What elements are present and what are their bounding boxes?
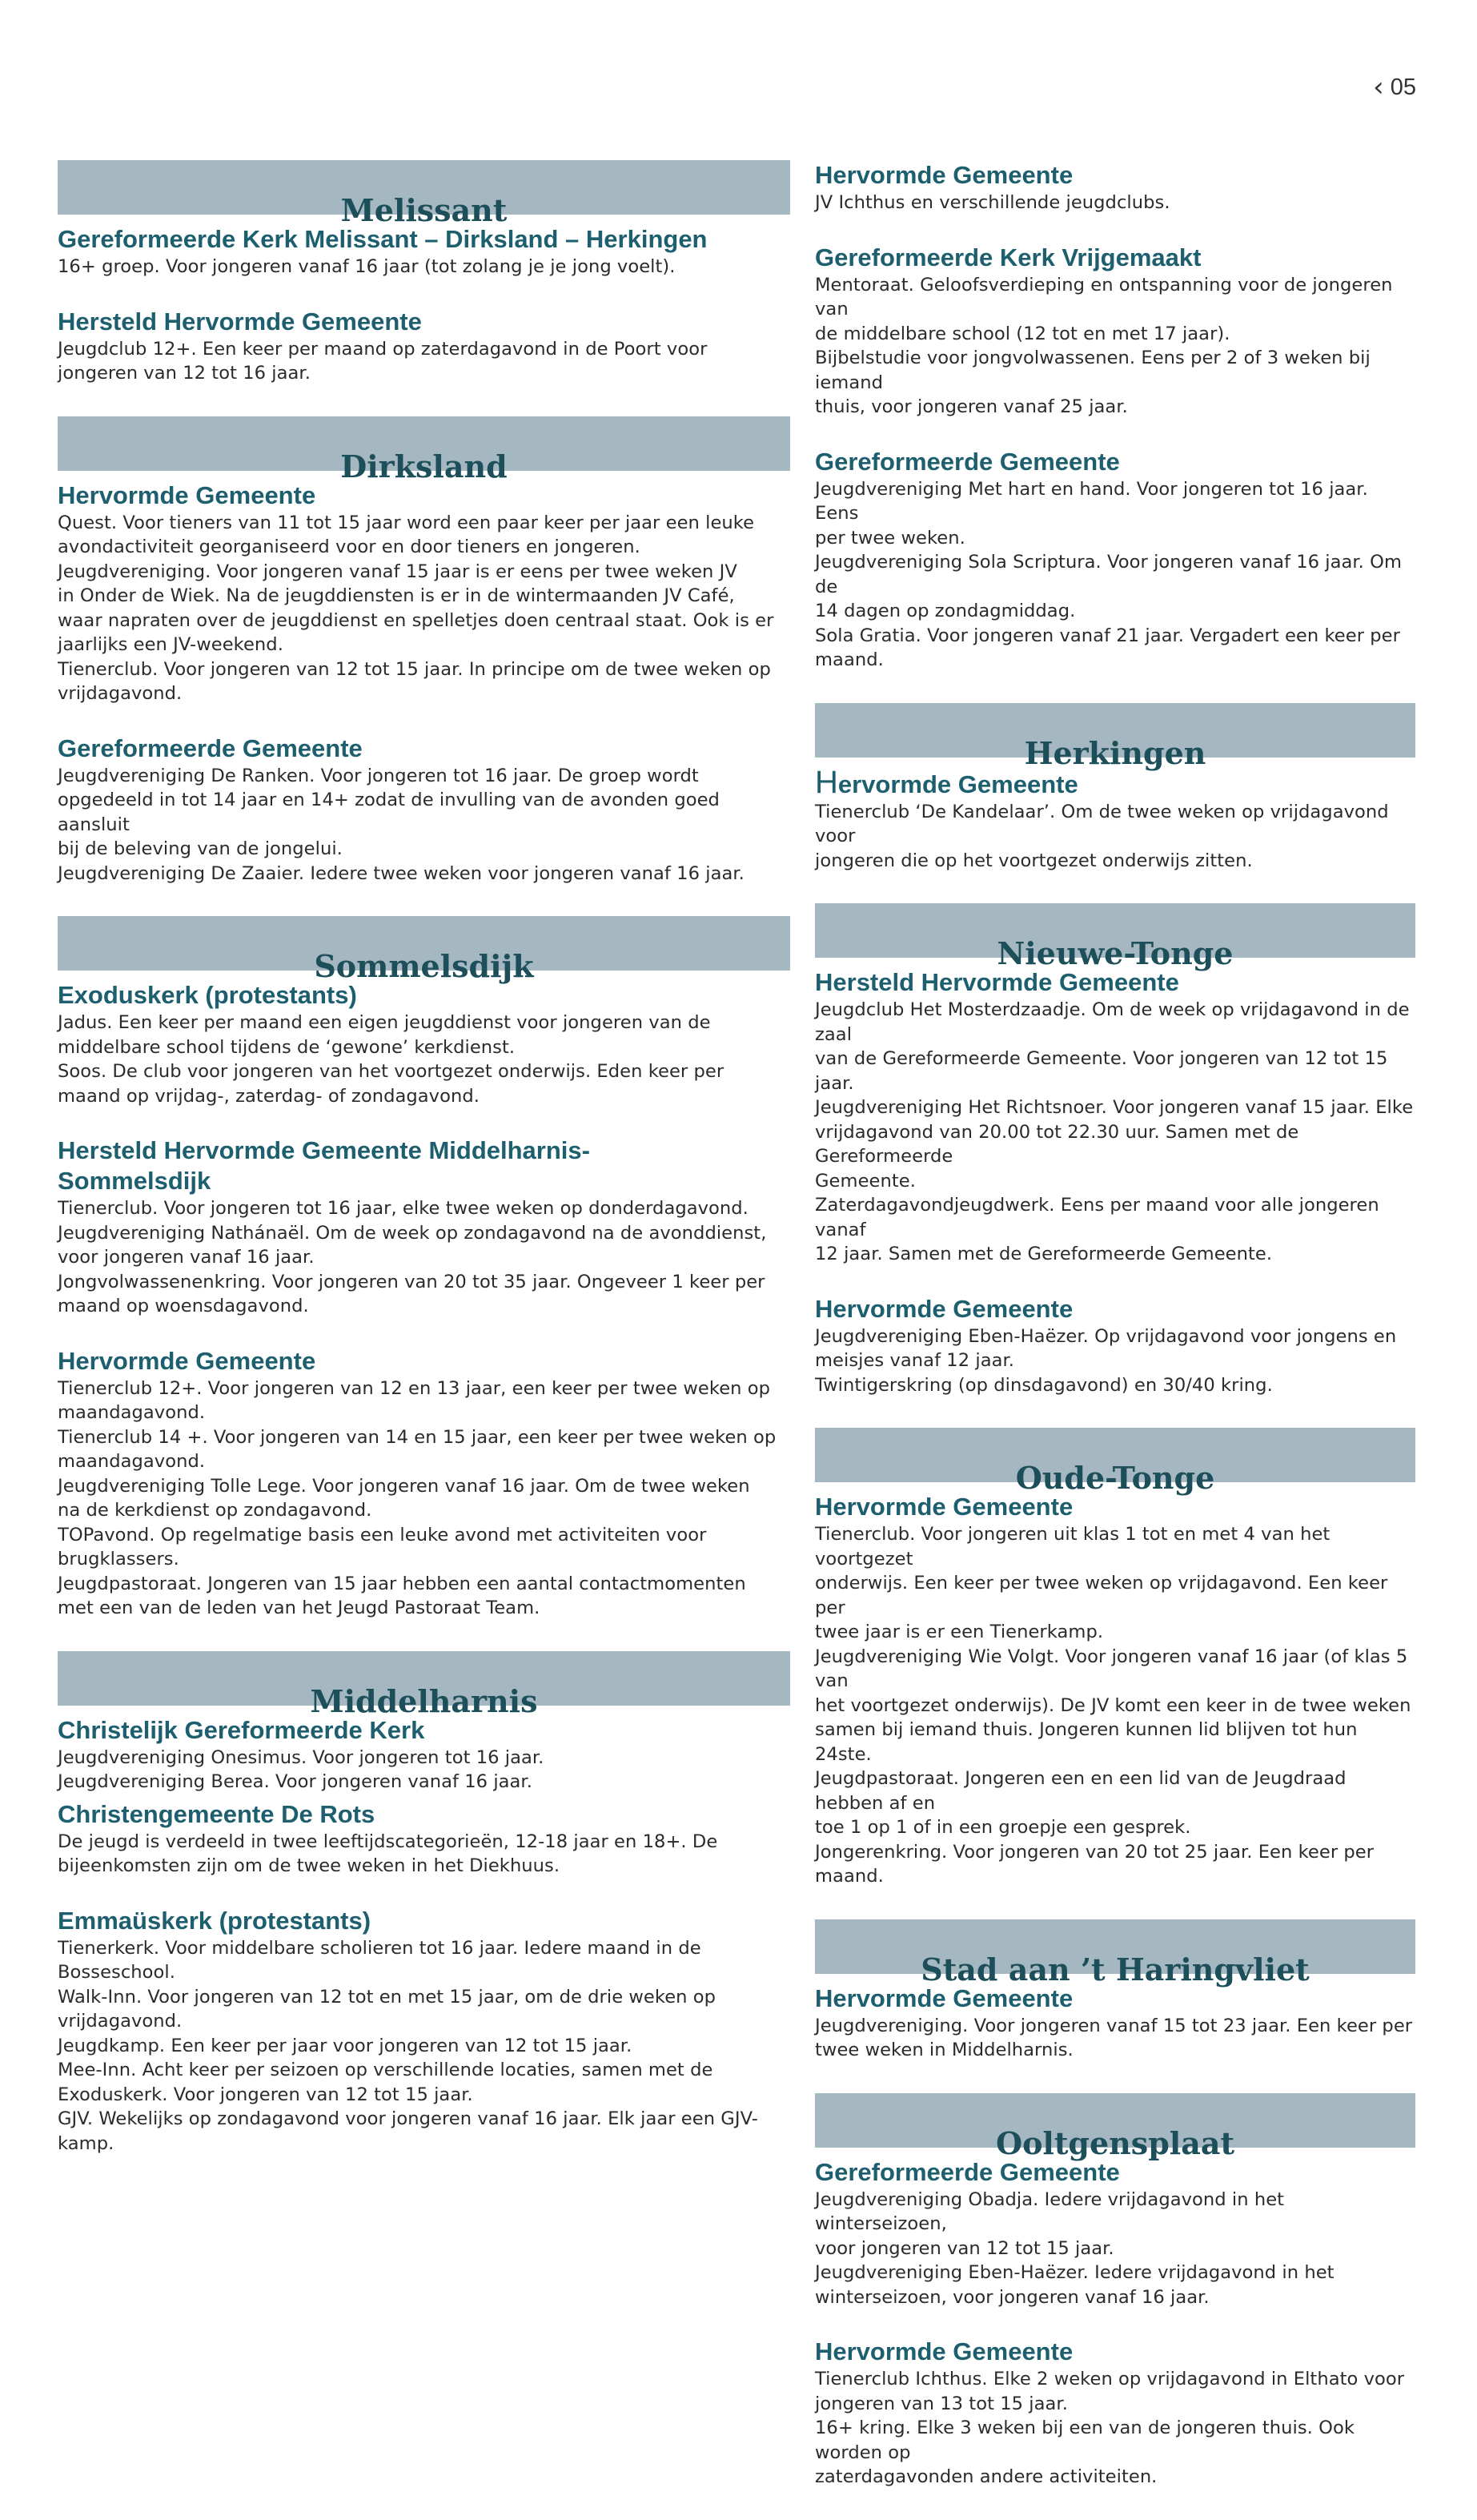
body-line: vrijdagavond van 20.00 tot 22.30 uur. Samen met de Gereformeerde bbox=[815, 1121, 1299, 1167]
group-heading-text-line2: Sommelsdijk bbox=[58, 1167, 211, 1195]
body-line: na de kerkdienst op zondagavond. bbox=[58, 1500, 372, 1521]
group-heading bbox=[815, 764, 1415, 800]
body-line: Jeugdkamp. Een keer per jaar voor jongeren van 12 tot 15 jaar. bbox=[58, 2035, 632, 2056]
body-line: Jeugdvereniging Wie Volgt. Voor jongeren vanaf 16 jaar (of klas 5 van bbox=[815, 1646, 1408, 1691]
group-heading bbox=[815, 1492, 1415, 1522]
group-block bbox=[58, 1346, 790, 1621]
body-line: Zaterdagavondjeugdwerk. Eens per maand voor alle jongeren vanaf bbox=[815, 1195, 1379, 1240]
body-line: bijeenkomsten zijn om de twee weken in het Diekhuus. bbox=[58, 1855, 560, 1876]
group-heading bbox=[58, 1346, 790, 1377]
section-dirksland bbox=[58, 416, 790, 886]
body-line: Jeugdvereniging Berea. Voor jongeren vanaf 16 jaar. bbox=[58, 1771, 532, 1792]
body-line: Jongvolwassenenkring. Voor jongeren van 20 tot 35 jaar. Ongeveer 1 keer per bbox=[58, 1271, 765, 1292]
group-heading-text: Gereformeerde Kerk Vrijgemaakt bbox=[815, 243, 1202, 271]
section-title-bar bbox=[815, 903, 1415, 971]
body-line: Jeugdvereniging Onesimus. Voor jongeren tot 16 jaar. bbox=[58, 1746, 544, 1768]
body-line: Jeugdvereniging Sola Scriptura. Voor jongeren vanaf 16 jaar. Om de bbox=[815, 552, 1403, 597]
group-heading bbox=[815, 243, 1415, 273]
group-heading-text: Hervormde Gemeente bbox=[58, 1346, 316, 1375]
group-block bbox=[58, 307, 790, 386]
group-heading bbox=[815, 2157, 1415, 2188]
group-block bbox=[58, 1715, 790, 1795]
body-line: Tienerclub. Voor jongeren van 12 tot 15 jaar. In principe om de twee weken op bbox=[58, 658, 771, 680]
section-oude-tonge bbox=[815, 1428, 1415, 1889]
body-line: 16+ groep. Voor jongeren vanaf 16 jaar (tot zolang je je jong voelt). bbox=[58, 256, 676, 277]
section-title-bar bbox=[58, 416, 790, 484]
body-line: Jeugdvereniging Nathánaël. Om de week op zondagavond na de avonddienst, bbox=[58, 1222, 767, 1244]
group-heading bbox=[815, 2337, 1415, 2367]
body-line: Quest. Voor tieners van 11 tot 15 jaar word een paar keer per jaar een leuke bbox=[58, 512, 755, 533]
chevron-left-icon: ‹ bbox=[1373, 71, 1384, 103]
group-heading-text: Gereformeerde Gemeente bbox=[815, 2157, 1120, 2186]
body-line: thuis, voor jongeren vanaf 25 jaar. bbox=[815, 396, 1128, 417]
section-title-bar bbox=[815, 2093, 1415, 2161]
group-heading bbox=[58, 480, 790, 511]
body-line: middelbare school tijdens de ‘gewone’ kerkdienst. bbox=[58, 1036, 516, 1058]
body-line: samen bij iemand thuis. Jongeren kunnen lid blijven tot hun 24ste. bbox=[815, 1719, 1358, 1765]
group-heading bbox=[58, 1715, 790, 1746]
group-heading bbox=[815, 1294, 1415, 1324]
body-line: Jongerenkring. Voor jongeren van 20 tot 25 jaar. Een keer per maand. bbox=[815, 1841, 1375, 1887]
group-heading bbox=[58, 1906, 790, 1936]
group-heading bbox=[815, 1983, 1415, 2014]
group-block bbox=[815, 1294, 1415, 1398]
group-heading bbox=[58, 733, 790, 764]
body-line: Bosseschool. bbox=[58, 1962, 175, 1983]
body-line: Jeugdvereniging Eben-Haëzer. Op vrijdagavond voor jongens en bbox=[815, 1325, 1397, 1347]
body-line: Jeugdvereniging Met hart en hand. Voor jongeren tot 16 jaar. Eens bbox=[815, 478, 1368, 524]
section-title: Middelharnis bbox=[310, 1682, 538, 1719]
body-line: voor jongeren vanaf 16 jaar. bbox=[58, 1247, 315, 1268]
body-line: twee weken in Middelharnis. bbox=[815, 2040, 1074, 2060]
body-line: Mee-Inn. Acht keer per seizoen op verschillende locaties, samen met de bbox=[58, 2060, 713, 2080]
body-line: opgedeeld in tot 14 jaar en 14+ zodat de invulling van de avonden goed aansluit bbox=[58, 790, 720, 835]
body-line: Walk-Inn. Voor jongeren van 12 tot en met 15 jaar, om de drie weken op bbox=[58, 1986, 716, 2008]
group-block bbox=[58, 1799, 790, 1879]
section-continued bbox=[815, 160, 1415, 673]
group-heading-text: Exoduskerk (protestants) bbox=[58, 981, 357, 1009]
body-line: Mentoraat. Geloofsverdieping en ontspanning voor de jongeren van bbox=[815, 274, 1393, 320]
group-heading bbox=[58, 1135, 790, 1196]
body-line: Jeugdvereniging Tolle Lege. Voor jongeren vanaf 16 jaar. Om de twee weken bbox=[58, 1475, 750, 1497]
section-title: Dirksland bbox=[340, 448, 508, 484]
body-line: Jeugdvereniging Obadja. Iedere vrijdagavond in het winterseizoen, bbox=[815, 2188, 1285, 2234]
body-line: per twee weken. bbox=[815, 527, 965, 549]
group-block bbox=[58, 480, 790, 706]
body-line: maandagavond. bbox=[58, 1451, 206, 1472]
group-heading-text: Emmaüskerk (protestants) bbox=[58, 1906, 371, 1935]
body-line: jongeren van 12 tot 16 jaar. bbox=[58, 363, 311, 384]
body-line: Tienerkerk. Voor middelbare scholieren tot 16 jaar. Iedere maand in de bbox=[58, 1937, 701, 1959]
right-column bbox=[815, 160, 1415, 2520]
body-line: zaterdagavonden andere activiteiten. bbox=[815, 2466, 1158, 2487]
body-line: van de Gereformeerde Gemeente. Voor jongeren van 12 tot 15 jaar. bbox=[815, 1048, 1388, 1094]
body-line: Jeugdpastoraat. Jongeren een en een lid van de Jeugdraad hebben af en bbox=[815, 1768, 1347, 1814]
group-block bbox=[815, 1983, 1415, 2063]
body-line: waar napraten over de jeugddienst en spelletjes doen centraal staat. Ook is er bbox=[58, 609, 774, 631]
group-heading-text: Christengemeente De Rots bbox=[58, 1799, 375, 1828]
group-heading-text: Hervormde Gemeente bbox=[815, 161, 1074, 189]
group-block bbox=[58, 733, 790, 886]
section-ooltgensplaat bbox=[815, 2093, 1415, 2490]
group-heading bbox=[58, 980, 790, 1011]
group-heading-text: ervormde Gemeente bbox=[837, 770, 1078, 798]
body-line: Tienerclub ‘De Kandelaar’. Om de twee weken op vrijdagavond voor bbox=[815, 801, 1389, 846]
section-title: Herkingen bbox=[1024, 734, 1206, 771]
group-block bbox=[815, 243, 1415, 420]
page-number-label: 05 bbox=[1390, 74, 1416, 100]
body-line: maand. bbox=[815, 649, 884, 670]
group-block bbox=[58, 1906, 790, 2156]
body-line: Jeugdclub 12+. Een keer per maand op zaterdagavond in de Poort voor bbox=[58, 338, 708, 360]
section-title-bar bbox=[58, 916, 790, 984]
body-line: JV Ichthus en verschillende jeugdclubs. bbox=[815, 192, 1170, 213]
section-middelharnis bbox=[58, 1651, 790, 2156]
body-line: onderwijs. Een keer per twee weken op vrijdagavond. Een keer per bbox=[815, 1573, 1388, 1618]
body-line: Twintigerskring (op dinsdagavond) en 30/40 kring. bbox=[815, 1374, 1273, 1396]
body-line: Tienerclub Ichthus. Elke 2 weken op vrijdagavond in Elthato voor bbox=[815, 2369, 1405, 2389]
body-line: jongeren die op het voortgezet onderwijs zitten. bbox=[815, 850, 1253, 871]
section-title: Sommelsdijk bbox=[314, 948, 534, 984]
group-block bbox=[815, 2337, 1415, 2490]
body-line: toe 1 op 1 of in een groepje een gesprek. bbox=[815, 1817, 1191, 1838]
body-line: Jeugdvereniging Eben-Haëzer. Iedere vrijdagavond in het bbox=[815, 2262, 1335, 2283]
body-line: 12 jaar. Samen met de Gereformeerde Gemeente. bbox=[815, 1244, 1273, 1264]
body-line: voor jongeren van 12 tot 15 jaar. bbox=[815, 2237, 1114, 2259]
section-title-bar bbox=[58, 1651, 790, 1719]
section-title: Oude-Tonge bbox=[1015, 1460, 1215, 1496]
body-line: Jeugdvereniging De Ranken. Voor jongeren tot 16 jaar. De groep wordt bbox=[58, 765, 699, 786]
group-heading bbox=[815, 160, 1415, 191]
body-line: meisjes vanaf 12 jaar. bbox=[815, 1350, 1015, 1371]
body-line: in Onder de Wiek. Na de jeugddiensten is er in de wintermaanden JV Café, bbox=[58, 585, 735, 606]
group-block bbox=[58, 1135, 790, 1319]
body-line: brugklassers. bbox=[58, 1549, 179, 1569]
body-line: Jeugdvereniging Het Richtsnoer. Voor jongeren vanaf 15 jaar. Elke bbox=[815, 1097, 1414, 1118]
group-block bbox=[815, 2157, 1415, 2310]
body-line: Jeugdpastoraat. Jongeren van 15 jaar hebben een aantal contactmomenten bbox=[58, 1573, 746, 1594]
body-line: Bijbelstudie voor jongvolwassenen. Eens per 2 of 3 weken bij iemand bbox=[815, 348, 1371, 393]
body-line: Tienerclub. Voor jongeren uit klas 1 tot en met 4 van het voortgezet bbox=[815, 1524, 1331, 1569]
group-block bbox=[815, 160, 1415, 215]
group-heading bbox=[58, 307, 790, 337]
group-block bbox=[815, 447, 1415, 673]
body-line: Exoduskerk. Voor jongeren van 12 tot 15 jaar. bbox=[58, 2084, 473, 2105]
group-block bbox=[815, 1492, 1415, 1889]
group-block bbox=[58, 224, 790, 279]
body-line: 16+ kring. Elke 3 weken bij een van de jongeren thuis. Ook worden op bbox=[815, 2418, 1355, 2463]
group-heading bbox=[815, 967, 1415, 998]
body-line: Jeugdvereniging De Zaaier. Iedere twee weken voor jongeren vanaf 16 jaar. bbox=[58, 862, 745, 884]
group-heading-text: Hersteld Hervormde Gemeente bbox=[58, 307, 422, 336]
body-line: Jeugdclub Het Mosterdzaadje. Om de week op vrijdagavond in de zaal bbox=[815, 999, 1410, 1045]
body-line: Tienerclub 12+. Voor jongeren van 12 en 13 jaar, een keer per twee weken op bbox=[58, 1377, 771, 1399]
group-heading-text: Christelijk Gereformeerde Kerk bbox=[58, 1715, 425, 1744]
body-line: Tienerclub 14 +. Voor jongeren van 14 en 15 jaar, een keer per twee weken op bbox=[58, 1426, 777, 1448]
body-line: winterseizoen, voor jongeren vanaf 16 jaar. bbox=[815, 2286, 1210, 2308]
group-block bbox=[815, 764, 1415, 874]
section-nieuwe-tonge bbox=[815, 903, 1415, 1397]
section-melissant bbox=[58, 160, 790, 386]
group-heading-text: Hersteld Hervormde Gemeente Middelharnis- bbox=[58, 1136, 590, 1164]
left-column bbox=[58, 160, 790, 2186]
body-line: Soos. De club voor jongeren van het voortgezet onderwijs. Eden keer per bbox=[58, 1061, 724, 1082]
section-stad-aan-t-haringvliet bbox=[815, 1919, 1415, 2063]
body-line: het voortgezet onderwijs). De JV komt een keer in de twee weken bbox=[815, 1694, 1411, 1716]
body-line: maand op vrijdag-, zaterdag- of zondagavond. bbox=[58, 1085, 480, 1107]
body-line: met een van de leden van het Jeugd Pastoraat Team. bbox=[58, 1598, 540, 1618]
body-line: maand op woensdagavond. bbox=[58, 1296, 309, 1316]
page-number bbox=[1373, 71, 1416, 103]
section-title: Nieuwe-Tonge bbox=[997, 935, 1234, 971]
body-line: Jeugdvereniging. Voor jongeren vanaf 15 tot 23 jaar. Een keer per bbox=[815, 2015, 1413, 2036]
group-heading-text: Hervormde Gemeente bbox=[815, 1983, 1074, 2012]
group-heading-text: Hervormde Gemeente bbox=[815, 2337, 1074, 2365]
body-line: jaarlijks een JV-weekend. bbox=[58, 634, 283, 655]
section-sommelsdijk bbox=[58, 916, 790, 1621]
body-line: vrijdagavond. bbox=[58, 683, 183, 704]
section-title-bar bbox=[815, 1428, 1415, 1496]
body-line: Jadus. Een keer per maand een eigen jeugddienst voor jongeren van de bbox=[58, 1012, 711, 1033]
body-line: Jeugdvereniging. Voor jongeren vanaf 15 jaar is er eens per twee weken JV bbox=[58, 561, 737, 582]
body-line: Sola Gratia. Voor jongeren vanaf 21 jaar. Vergadert een keer per bbox=[815, 625, 1400, 646]
group-heading bbox=[58, 224, 790, 255]
body-line: bij de beleving van de jongelui. bbox=[58, 838, 343, 859]
group-block bbox=[815, 967, 1415, 1267]
group-heading bbox=[58, 1799, 790, 1830]
body-line: 14 dagen op zondagmiddag. bbox=[815, 601, 1076, 621]
group-block bbox=[58, 980, 790, 1108]
group-heading-text: Hervormde Gemeente bbox=[815, 1493, 1074, 1521]
body-line: Tienerclub. Voor jongeren tot 16 jaar, elke twee weken op donderdagavond. bbox=[58, 1198, 749, 1219]
section-title: Ooltgensplaat bbox=[995, 2124, 1234, 2161]
group-heading bbox=[815, 447, 1415, 477]
section-title: Melissant bbox=[340, 192, 508, 228]
body-line: Gemeente. bbox=[815, 1170, 916, 1192]
group-heading-text: Hervormde Gemeente bbox=[815, 1294, 1074, 1323]
body-line: twee jaar is er een Tienerkamp. bbox=[815, 1622, 1104, 1642]
body-line: jongeren van 13 tot 15 jaar. bbox=[815, 2393, 1068, 2414]
body-line: TOPavond. Op regelmatige basis een leuke avond met activiteiten voor bbox=[58, 1524, 707, 1545]
section-title-bar bbox=[58, 160, 790, 228]
group-heading-text: Hervormde Gemeente bbox=[58, 480, 316, 509]
body-line: GJV. Wekelijks op zondagavond voor jongeren vanaf 16 jaar. Elk jaar een GJV-kamp. bbox=[58, 2108, 758, 2154]
group-heading-text: Gereformeerde Kerk Melissant – Dirksland – Herkingen bbox=[58, 225, 708, 253]
group-heading-text: Hersteld Hervormde Gemeente bbox=[815, 968, 1179, 996]
body-line: vrijdagavond. bbox=[58, 2011, 183, 2032]
section-title: Stad aan ’t Haringvliet bbox=[921, 1951, 1310, 1987]
body-line: De jeugd is verdeeld in twee leeftijdscategorieën, 12-18 jaar en 18+. De bbox=[58, 1831, 718, 1852]
body-line: maandagavond. bbox=[58, 1402, 206, 1423]
section-title-bar bbox=[815, 703, 1415, 771]
group-heading-initial: H bbox=[815, 764, 838, 800]
section-herkingen bbox=[815, 703, 1415, 874]
group-heading-text: Gereformeerde Gemeente bbox=[815, 447, 1120, 476]
section-title-bar bbox=[815, 1919, 1415, 1987]
group-heading-text: Gereformeerde Gemeente bbox=[58, 733, 363, 762]
body-line: avondactiviteit georganiseerd voor en door tieners en jongeren. bbox=[58, 537, 640, 557]
body-line: de middelbare school (12 tot en met 17 jaar). bbox=[815, 323, 1230, 344]
